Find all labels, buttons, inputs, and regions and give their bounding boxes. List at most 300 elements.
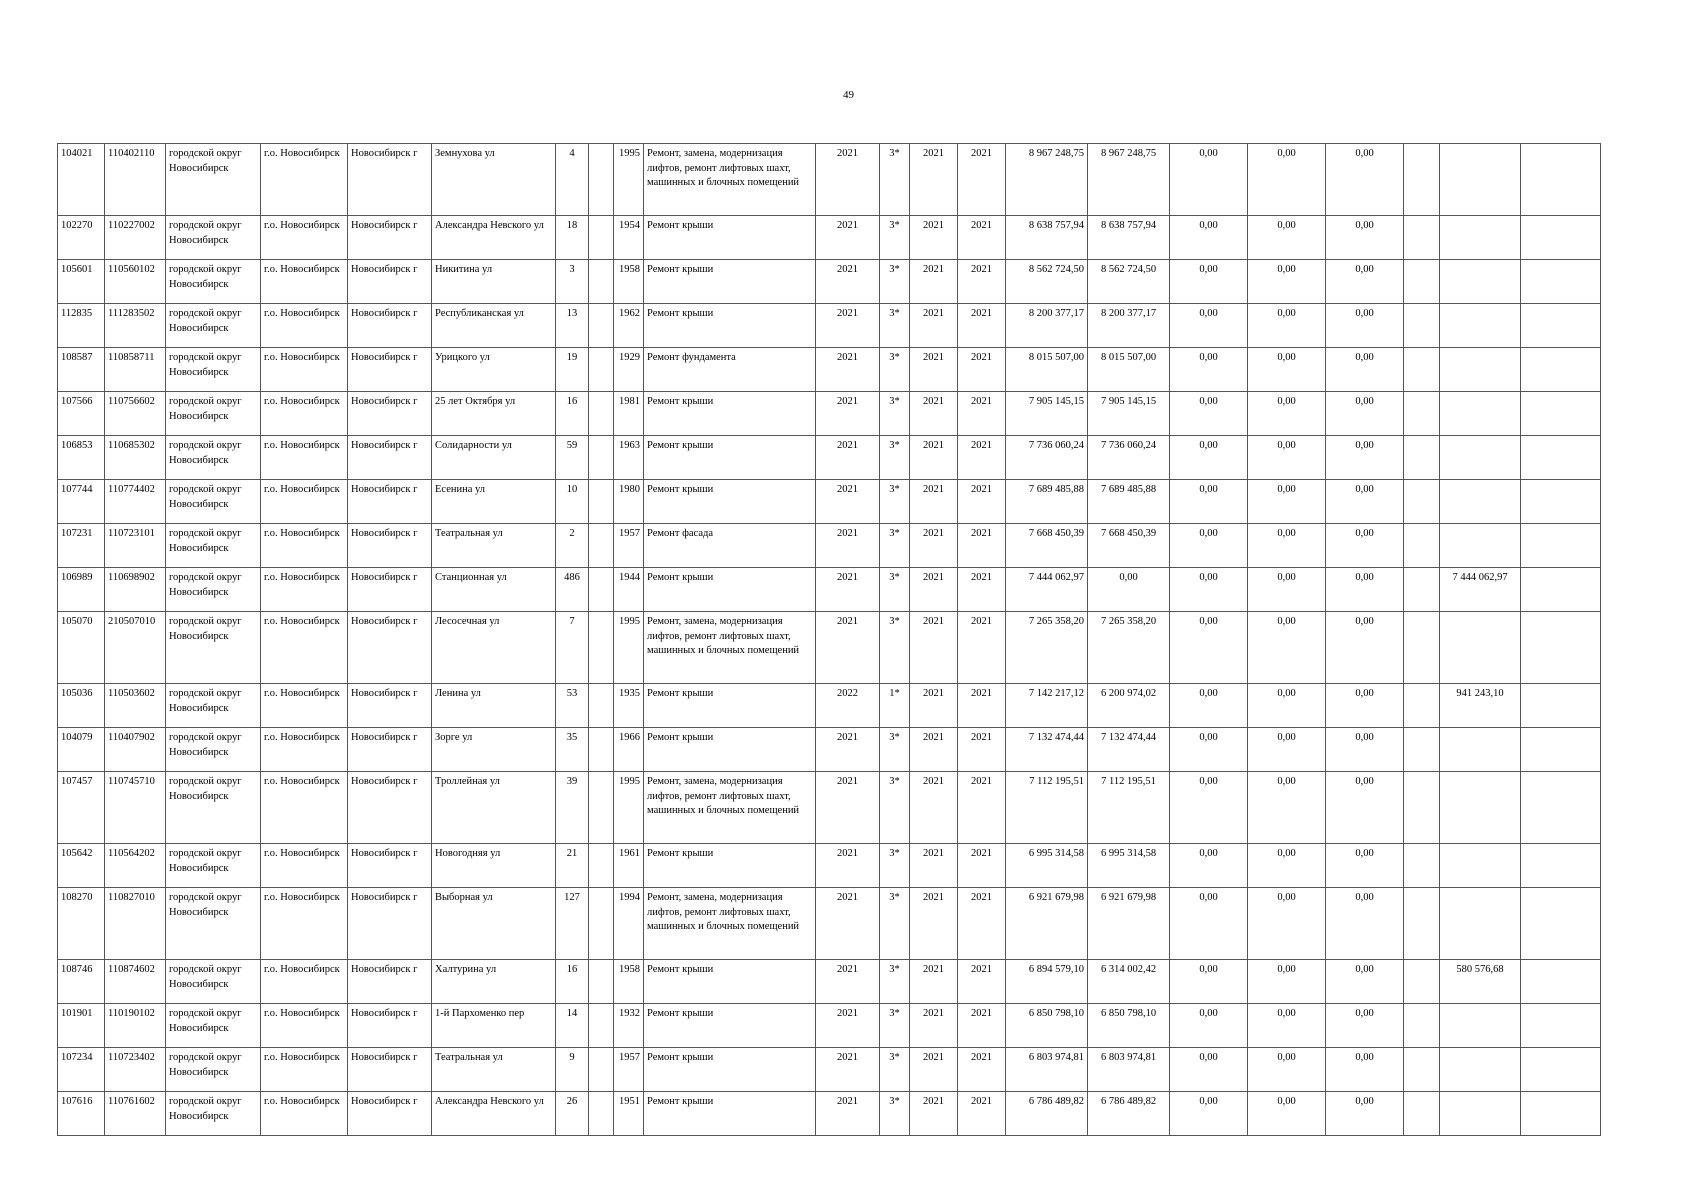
cell-other-funds xyxy=(1521,1004,1601,1048)
cell-house-number: 486 xyxy=(556,568,589,612)
cell-planned-year: 2021 xyxy=(816,144,880,216)
cell-street: 1-й Пархоменко пер xyxy=(432,1004,556,1048)
cell-year-built: 1958 xyxy=(614,260,644,304)
cell-local-funds: 0,00 xyxy=(1326,684,1404,728)
cell-building-block xyxy=(589,480,614,524)
cell-planned-year: 2021 xyxy=(816,524,880,568)
cell-owners-funds xyxy=(1440,392,1521,436)
cell-street: Ленина ул xyxy=(432,684,556,728)
cell-other-funds xyxy=(1521,568,1601,612)
cell-house-number: 19 xyxy=(556,348,589,392)
cell-record-id: 112835 xyxy=(58,304,105,348)
table-row xyxy=(58,524,1601,568)
cell-municipal-district: г.о. Новосибирск xyxy=(261,888,348,960)
cell-municipal-district: г.о. Новосибирск xyxy=(261,304,348,348)
cell-other-funds xyxy=(1521,348,1601,392)
cell-work-type: Ремонт, замена, модернизация лифтов, ремонт лифтовых шахт, машинных и блочных помещений xyxy=(644,144,816,216)
cell-planned-year: 2021 xyxy=(816,568,880,612)
cell-priority: 3* xyxy=(880,436,910,480)
table-row xyxy=(58,480,1601,524)
cell-work-type: Ремонт, замена, модернизация лифтов, ремонт лифтовых шахт, машинных и блочных помещений xyxy=(644,612,816,684)
cell-house-code: 110402110 xyxy=(105,144,166,216)
cell-record-id: 107234 xyxy=(58,1048,105,1092)
cell-house-number: 21 xyxy=(556,844,589,888)
cell-municipality: городской округ Новосибирск xyxy=(166,216,261,260)
cell-local-funds: 0,00 xyxy=(1326,1004,1404,1048)
cell-end-year: 2021 xyxy=(958,1004,1006,1048)
cell-fund-cost: 6 786 489,82 xyxy=(1088,1092,1170,1136)
cell-local-funds: 0,00 xyxy=(1326,844,1404,888)
cell-blank-col xyxy=(1404,348,1440,392)
cell-work-type: Ремонт крыши xyxy=(644,844,816,888)
cell-start-year: 2021 xyxy=(910,1004,958,1048)
cell-settlement: Новосибирск г xyxy=(348,524,432,568)
cell-end-year: 2021 xyxy=(958,1048,1006,1092)
cell-end-year: 2021 xyxy=(958,1092,1006,1136)
cell-local-funds: 0,00 xyxy=(1326,144,1404,216)
cell-house-number: 13 xyxy=(556,304,589,348)
cell-work-type: Ремонт крыши xyxy=(644,436,816,480)
cell-municipality: городской округ Новосибирск xyxy=(166,728,261,772)
cell-fund-cost: 6 200 974,02 xyxy=(1088,684,1170,728)
cell-end-year: 2021 xyxy=(958,888,1006,960)
cell-house-number: 4 xyxy=(556,144,589,216)
cell-planned-year: 2021 xyxy=(816,612,880,684)
cell-fund-cost: 8 967 248,75 xyxy=(1088,144,1170,216)
cell-municipal-district: г.о. Новосибирск xyxy=(261,144,348,216)
cell-local-funds: 0,00 xyxy=(1326,960,1404,1004)
cell-federal-funds: 0,00 xyxy=(1170,844,1248,888)
cell-blank-col xyxy=(1404,1004,1440,1048)
cell-house-code: 110774402 xyxy=(105,480,166,524)
cell-blank-col xyxy=(1404,392,1440,436)
cell-end-year: 2021 xyxy=(958,728,1006,772)
cell-federal-funds: 0,00 xyxy=(1170,524,1248,568)
cell-house-code: 110874602 xyxy=(105,960,166,1004)
cell-fund-cost: 6 921 679,98 xyxy=(1088,888,1170,960)
cell-start-year: 2021 xyxy=(910,612,958,684)
cell-municipal-district: г.о. Новосибирск xyxy=(261,480,348,524)
cell-owners-funds xyxy=(1440,1048,1521,1092)
cell-priority: 3* xyxy=(880,480,910,524)
cell-house-code: 110698902 xyxy=(105,568,166,612)
cell-building-block xyxy=(589,772,614,844)
cell-record-id: 108270 xyxy=(58,888,105,960)
cell-work-type: Ремонт фасада xyxy=(644,524,816,568)
cell-local-funds: 0,00 xyxy=(1326,392,1404,436)
cell-priority: 3* xyxy=(880,728,910,772)
cell-start-year: 2021 xyxy=(910,728,958,772)
cell-record-id: 106989 xyxy=(58,568,105,612)
cell-blank-col xyxy=(1404,436,1440,480)
cell-record-id: 104079 xyxy=(58,728,105,772)
cell-house-code: 110723101 xyxy=(105,524,166,568)
table-row xyxy=(58,844,1601,888)
cell-house-number: 16 xyxy=(556,960,589,1004)
cell-priority: 3* xyxy=(880,1048,910,1092)
cell-total-cost: 8 967 248,75 xyxy=(1006,144,1088,216)
cell-start-year: 2021 xyxy=(910,260,958,304)
cell-federal-funds: 0,00 xyxy=(1170,888,1248,960)
cell-other-funds xyxy=(1521,260,1601,304)
cell-fund-cost: 7 668 450,39 xyxy=(1088,524,1170,568)
cell-local-funds: 0,00 xyxy=(1326,728,1404,772)
cell-priority: 3* xyxy=(880,772,910,844)
cell-total-cost: 8 562 724,50 xyxy=(1006,260,1088,304)
table-row xyxy=(58,216,1601,260)
cell-building-block xyxy=(589,348,614,392)
cell-settlement: Новосибирск г xyxy=(348,1092,432,1136)
cell-owners-funds xyxy=(1440,524,1521,568)
cell-total-cost: 6 921 679,98 xyxy=(1006,888,1088,960)
cell-year-built: 1981 xyxy=(614,392,644,436)
cell-house-code: 210507010 xyxy=(105,612,166,684)
cell-work-type: Ремонт крыши xyxy=(644,260,816,304)
cell-municipality: городской округ Новосибирск xyxy=(166,392,261,436)
cell-planned-year: 2021 xyxy=(816,844,880,888)
cell-blank-col xyxy=(1404,1092,1440,1136)
cell-record-id: 104021 xyxy=(58,144,105,216)
cell-total-cost: 8 200 377,17 xyxy=(1006,304,1088,348)
cell-regional-funds: 0,00 xyxy=(1248,568,1326,612)
cell-building-block xyxy=(589,1092,614,1136)
cell-regional-funds: 0,00 xyxy=(1248,612,1326,684)
cell-priority: 3* xyxy=(880,612,910,684)
cell-municipality: городской округ Новосибирск xyxy=(166,772,261,844)
cell-other-funds xyxy=(1521,960,1601,1004)
cell-local-funds: 0,00 xyxy=(1326,772,1404,844)
cell-blank-col xyxy=(1404,144,1440,216)
cell-federal-funds: 0,00 xyxy=(1170,960,1248,1004)
cell-fund-cost: 7 736 060,24 xyxy=(1088,436,1170,480)
cell-year-built: 1995 xyxy=(614,772,644,844)
cell-owners-funds xyxy=(1440,480,1521,524)
cell-federal-funds: 0,00 xyxy=(1170,216,1248,260)
cell-total-cost: 7 736 060,24 xyxy=(1006,436,1088,480)
cell-regional-funds: 0,00 xyxy=(1248,1004,1326,1048)
cell-blank-col xyxy=(1404,728,1440,772)
cell-fund-cost: 6 850 798,10 xyxy=(1088,1004,1170,1048)
cell-other-funds xyxy=(1521,524,1601,568)
cell-local-funds: 0,00 xyxy=(1326,1092,1404,1136)
cell-house-number: 16 xyxy=(556,392,589,436)
cell-owners-funds xyxy=(1440,144,1521,216)
cell-start-year: 2021 xyxy=(910,144,958,216)
table-row xyxy=(58,1092,1601,1136)
cell-municipality: городской округ Новосибирск xyxy=(166,524,261,568)
cell-year-built: 1951 xyxy=(614,1092,644,1136)
cell-building-block xyxy=(589,524,614,568)
cell-record-id: 108746 xyxy=(58,960,105,1004)
cell-federal-funds: 0,00 xyxy=(1170,684,1248,728)
cell-building-block xyxy=(589,568,614,612)
cell-house-code: 110227002 xyxy=(105,216,166,260)
cell-regional-funds: 0,00 xyxy=(1248,436,1326,480)
cell-municipality: городской округ Новосибирск xyxy=(166,844,261,888)
cell-municipality: городской округ Новосибирск xyxy=(166,1092,261,1136)
cell-building-block xyxy=(589,304,614,348)
cell-planned-year: 2021 xyxy=(816,1048,880,1092)
cell-settlement: Новосибирск г xyxy=(348,772,432,844)
cell-planned-year: 2021 xyxy=(816,304,880,348)
cell-federal-funds: 0,00 xyxy=(1170,392,1248,436)
cell-year-built: 1966 xyxy=(614,728,644,772)
cell-end-year: 2021 xyxy=(958,304,1006,348)
cell-work-type: Ремонт крыши xyxy=(644,1092,816,1136)
cell-year-built: 1958 xyxy=(614,960,644,1004)
cell-owners-funds xyxy=(1440,304,1521,348)
cell-work-type: Ремонт крыши xyxy=(644,216,816,260)
cell-planned-year: 2021 xyxy=(816,772,880,844)
cell-building-block xyxy=(589,1004,614,1048)
cell-federal-funds: 0,00 xyxy=(1170,612,1248,684)
cell-building-block xyxy=(589,960,614,1004)
cell-house-number: 59 xyxy=(556,436,589,480)
cell-local-funds: 0,00 xyxy=(1326,524,1404,568)
cell-house-number: 35 xyxy=(556,728,589,772)
cell-street: Александра Невского ул xyxy=(432,216,556,260)
cell-federal-funds: 0,00 xyxy=(1170,348,1248,392)
cell-house-code: 111283502 xyxy=(105,304,166,348)
page-number: 49 xyxy=(843,89,854,101)
cell-regional-funds: 0,00 xyxy=(1248,260,1326,304)
cell-blank-col xyxy=(1404,1048,1440,1092)
cell-regional-funds: 0,00 xyxy=(1248,960,1326,1004)
cell-start-year: 2021 xyxy=(910,888,958,960)
cell-other-funds xyxy=(1521,304,1601,348)
cell-start-year: 2021 xyxy=(910,568,958,612)
cell-record-id: 107457 xyxy=(58,772,105,844)
cell-federal-funds: 0,00 xyxy=(1170,1092,1248,1136)
table-row xyxy=(58,392,1601,436)
cell-settlement: Новосибирск г xyxy=(348,216,432,260)
cell-start-year: 2021 xyxy=(910,436,958,480)
cell-other-funds xyxy=(1521,1092,1601,1136)
cell-local-funds: 0,00 xyxy=(1326,888,1404,960)
cell-year-built: 1954 xyxy=(614,216,644,260)
cell-owners-funds: 941 243,10 xyxy=(1440,684,1521,728)
cell-building-block xyxy=(589,728,614,772)
cell-priority: 3* xyxy=(880,144,910,216)
cell-blank-col xyxy=(1404,844,1440,888)
cell-end-year: 2021 xyxy=(958,772,1006,844)
cell-work-type: Ремонт крыши xyxy=(644,568,816,612)
cell-start-year: 2021 xyxy=(910,1048,958,1092)
cell-settlement: Новосибирск г xyxy=(348,304,432,348)
cell-blank-col xyxy=(1404,960,1440,1004)
cell-municipality: городской округ Новосибирск xyxy=(166,304,261,348)
cell-house-number: 26 xyxy=(556,1092,589,1136)
cell-municipal-district: г.о. Новосибирск xyxy=(261,844,348,888)
cell-blank-col xyxy=(1404,304,1440,348)
cell-regional-funds: 0,00 xyxy=(1248,348,1326,392)
cell-regional-funds: 0,00 xyxy=(1248,844,1326,888)
cell-start-year: 2021 xyxy=(910,1092,958,1136)
cell-other-funds xyxy=(1521,772,1601,844)
cell-owners-funds xyxy=(1440,728,1521,772)
cell-blank-col xyxy=(1404,260,1440,304)
cell-blank-col xyxy=(1404,480,1440,524)
cell-start-year: 2021 xyxy=(910,216,958,260)
table-row xyxy=(58,568,1601,612)
cell-regional-funds: 0,00 xyxy=(1248,684,1326,728)
cell-fund-cost: 8 015 507,00 xyxy=(1088,348,1170,392)
cell-fund-cost: 7 689 485,88 xyxy=(1088,480,1170,524)
cell-end-year: 2021 xyxy=(958,260,1006,304)
cell-street: Лесосечная ул xyxy=(432,612,556,684)
cell-end-year: 2021 xyxy=(958,436,1006,480)
cell-settlement: Новосибирск г xyxy=(348,392,432,436)
cell-building-block xyxy=(589,888,614,960)
cell-record-id: 107231 xyxy=(58,524,105,568)
cell-priority: 3* xyxy=(880,844,910,888)
table-row xyxy=(58,348,1601,392)
table-row xyxy=(58,772,1601,844)
cell-year-built: 1935 xyxy=(614,684,644,728)
cell-settlement: Новосибирск г xyxy=(348,1004,432,1048)
cell-fund-cost: 7 905 145,15 xyxy=(1088,392,1170,436)
cell-work-type: Ремонт крыши xyxy=(644,304,816,348)
cell-local-funds: 0,00 xyxy=(1326,216,1404,260)
cell-total-cost: 6 786 489,82 xyxy=(1006,1092,1088,1136)
cell-planned-year: 2021 xyxy=(816,1092,880,1136)
cell-street: Новогодняя ул xyxy=(432,844,556,888)
table-row xyxy=(58,888,1601,960)
cell-building-block xyxy=(589,392,614,436)
cell-start-year: 2021 xyxy=(910,684,958,728)
cell-municipal-district: г.о. Новосибирск xyxy=(261,524,348,568)
table-row xyxy=(58,960,1601,1004)
cell-other-funds xyxy=(1521,436,1601,480)
cell-blank-col xyxy=(1404,568,1440,612)
cell-federal-funds: 0,00 xyxy=(1170,480,1248,524)
cell-year-built: 1980 xyxy=(614,480,644,524)
cell-end-year: 2021 xyxy=(958,568,1006,612)
cell-house-code: 110827010 xyxy=(105,888,166,960)
cell-house-code: 110745710 xyxy=(105,772,166,844)
cell-planned-year: 2021 xyxy=(816,216,880,260)
cell-regional-funds: 0,00 xyxy=(1248,304,1326,348)
cell-total-cost: 7 668 450,39 xyxy=(1006,524,1088,568)
cell-house-number: 2 xyxy=(556,524,589,568)
cell-end-year: 2021 xyxy=(958,960,1006,1004)
cell-house-number: 127 xyxy=(556,888,589,960)
cell-year-built: 1957 xyxy=(614,1048,644,1092)
cell-other-funds xyxy=(1521,612,1601,684)
cell-regional-funds: 0,00 xyxy=(1248,524,1326,568)
cell-record-id: 107744 xyxy=(58,480,105,524)
cell-municipality: городской округ Новосибирск xyxy=(166,612,261,684)
cell-house-number: 10 xyxy=(556,480,589,524)
cell-federal-funds: 0,00 xyxy=(1170,436,1248,480)
cell-priority: 3* xyxy=(880,1092,910,1136)
cell-house-number: 3 xyxy=(556,260,589,304)
cell-start-year: 2021 xyxy=(910,524,958,568)
cell-municipality: городской округ Новосибирск xyxy=(166,684,261,728)
cell-settlement: Новосибирск г xyxy=(348,568,432,612)
table-row xyxy=(58,684,1601,728)
cell-settlement: Новосибирск г xyxy=(348,684,432,728)
cell-municipal-district: г.о. Новосибирск xyxy=(261,1004,348,1048)
cell-owners-funds xyxy=(1440,772,1521,844)
cell-settlement: Новосибирск г xyxy=(348,436,432,480)
cell-municipal-district: г.о. Новосибирск xyxy=(261,216,348,260)
cell-planned-year: 2021 xyxy=(816,260,880,304)
cell-other-funds xyxy=(1521,888,1601,960)
cell-work-type: Ремонт крыши xyxy=(644,960,816,1004)
cell-owners-funds xyxy=(1440,260,1521,304)
cell-local-funds: 0,00 xyxy=(1326,612,1404,684)
table-row xyxy=(58,1048,1601,1092)
cell-fund-cost: 8 638 757,94 xyxy=(1088,216,1170,260)
table-row xyxy=(58,436,1601,480)
cell-other-funds xyxy=(1521,144,1601,216)
cell-house-number: 14 xyxy=(556,1004,589,1048)
cell-year-built: 1963 xyxy=(614,436,644,480)
cell-fund-cost: 7 112 195,51 xyxy=(1088,772,1170,844)
cell-street: Никитина ул xyxy=(432,260,556,304)
cell-street: Троллейная ул xyxy=(432,772,556,844)
cell-regional-funds: 0,00 xyxy=(1248,480,1326,524)
cell-building-block xyxy=(589,844,614,888)
cell-fund-cost: 8 200 377,17 xyxy=(1088,304,1170,348)
cell-priority: 3* xyxy=(880,888,910,960)
cell-local-funds: 0,00 xyxy=(1326,348,1404,392)
cell-local-funds: 0,00 xyxy=(1326,436,1404,480)
cell-owners-funds xyxy=(1440,1004,1521,1048)
cell-owners-funds xyxy=(1440,348,1521,392)
cell-regional-funds: 0,00 xyxy=(1248,888,1326,960)
cell-total-cost: 7 132 474,44 xyxy=(1006,728,1088,772)
cell-total-cost: 7 444 062,97 xyxy=(1006,568,1088,612)
cell-planned-year: 2021 xyxy=(816,728,880,772)
cell-end-year: 2021 xyxy=(958,612,1006,684)
cell-street: Республиканская ул xyxy=(432,304,556,348)
cell-planned-year: 2021 xyxy=(816,888,880,960)
cell-start-year: 2021 xyxy=(910,960,958,1004)
cell-settlement: Новосибирск г xyxy=(348,1048,432,1092)
cell-priority: 3* xyxy=(880,392,910,436)
cell-settlement: Новосибирск г xyxy=(348,348,432,392)
cell-total-cost: 7 265 358,20 xyxy=(1006,612,1088,684)
cell-federal-funds: 0,00 xyxy=(1170,772,1248,844)
cell-street: Есенина ул xyxy=(432,480,556,524)
cell-end-year: 2021 xyxy=(958,144,1006,216)
cell-municipal-district: г.о. Новосибирск xyxy=(261,260,348,304)
cell-priority: 3* xyxy=(880,568,910,612)
cell-building-block xyxy=(589,1048,614,1092)
cell-municipality: городской округ Новосибирск xyxy=(166,436,261,480)
cell-year-built: 1962 xyxy=(614,304,644,348)
cell-fund-cost: 7 132 474,44 xyxy=(1088,728,1170,772)
cell-house-number: 7 xyxy=(556,612,589,684)
cell-building-block xyxy=(589,260,614,304)
cell-regional-funds: 0,00 xyxy=(1248,144,1326,216)
cell-other-funds xyxy=(1521,728,1601,772)
cell-house-code: 110560102 xyxy=(105,260,166,304)
cell-work-type: Ремонт крыши xyxy=(644,392,816,436)
cell-house-number: 9 xyxy=(556,1048,589,1092)
table-row xyxy=(58,144,1601,216)
cell-end-year: 2021 xyxy=(958,684,1006,728)
cell-building-block xyxy=(589,216,614,260)
cell-building-block xyxy=(589,144,614,216)
cell-total-cost: 7 689 485,88 xyxy=(1006,480,1088,524)
table-row xyxy=(58,612,1601,684)
cell-blank-col xyxy=(1404,216,1440,260)
cell-regional-funds: 0,00 xyxy=(1248,1092,1326,1136)
cell-work-type: Ремонт крыши xyxy=(644,728,816,772)
